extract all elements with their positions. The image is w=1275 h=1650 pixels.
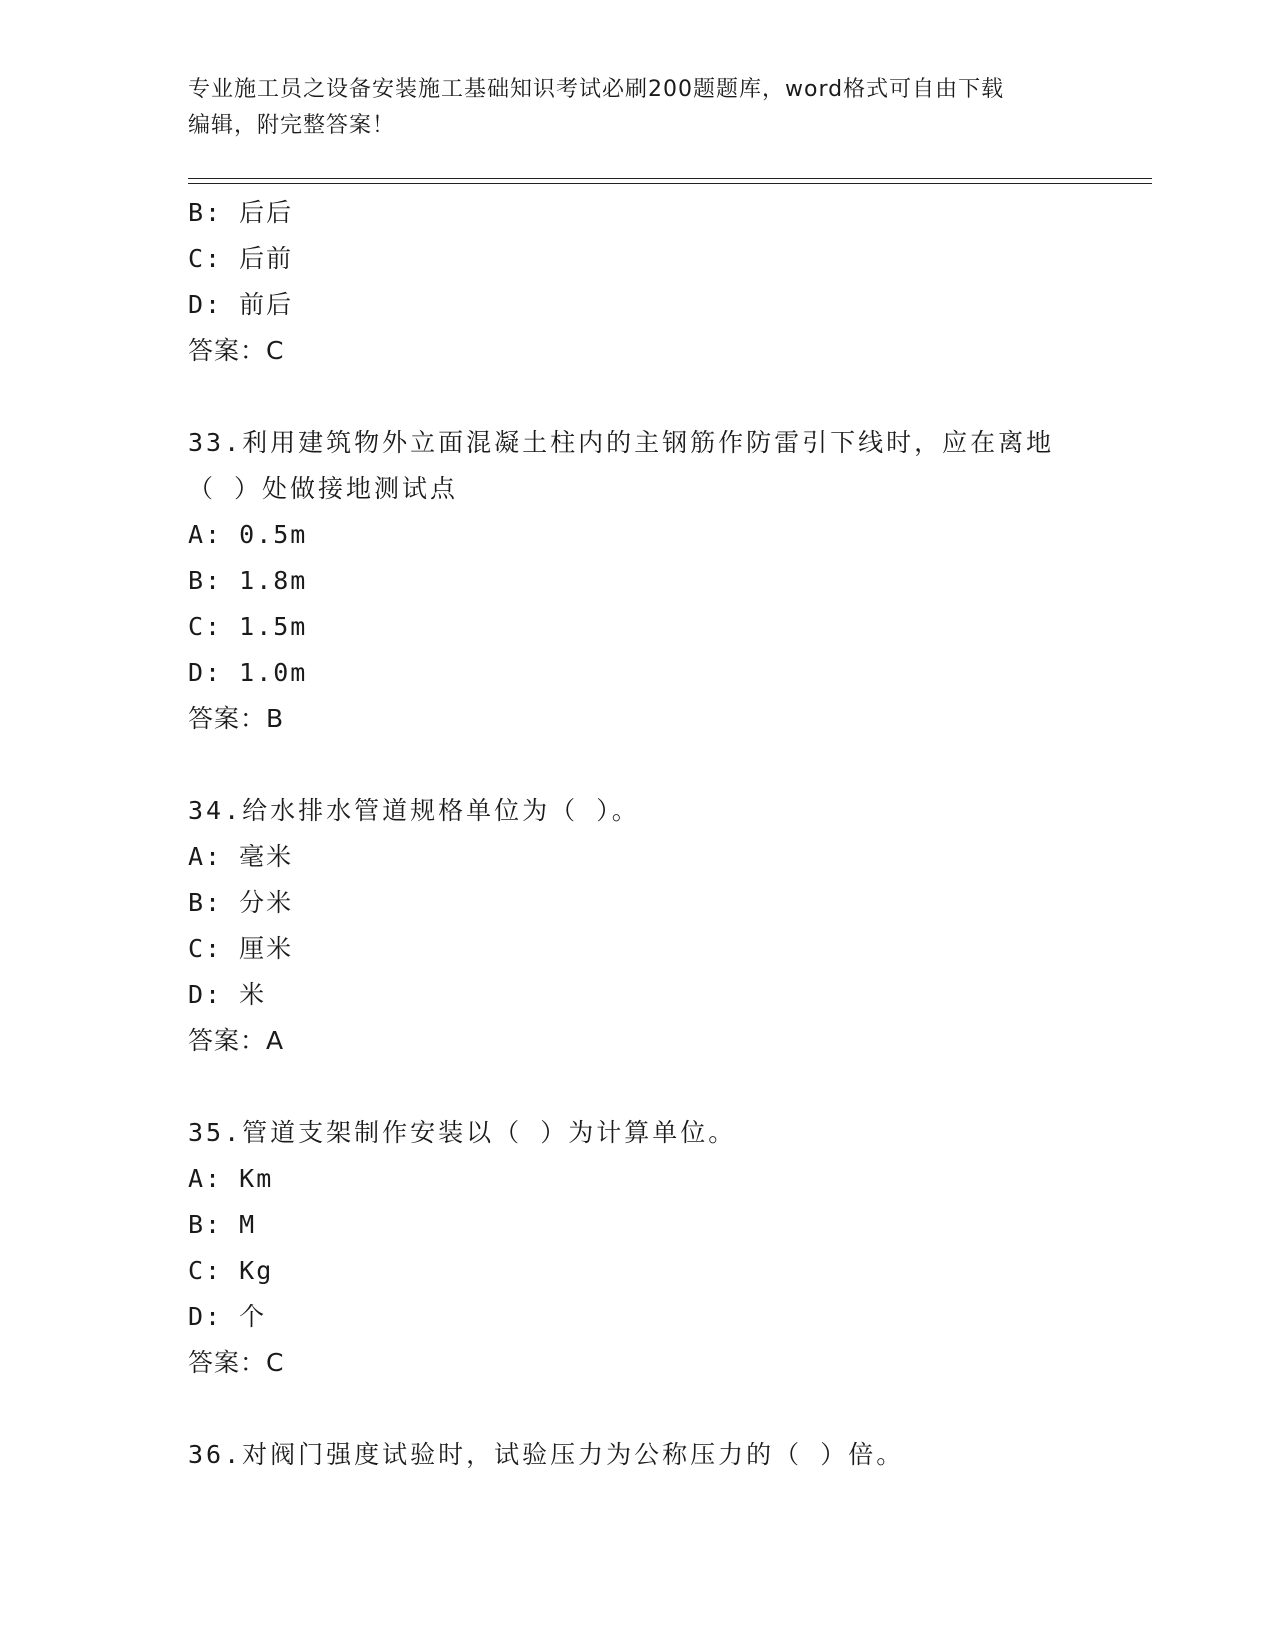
question-32-tail xyxy=(188,190,1088,374)
option-a: A: 毫米 xyxy=(188,842,294,871)
header-divider-bottom xyxy=(188,183,1152,184)
question-35 xyxy=(188,1110,1088,1386)
header-title-line2: 编辑，附完整答案！ xyxy=(188,113,396,138)
option-a: A: 0.5m xyxy=(188,520,308,549)
answer-label: 答案：C xyxy=(188,1348,285,1377)
question-title-continued: （ ）处做接地测试点 xyxy=(188,474,459,503)
question-33 xyxy=(188,420,1088,742)
document-header xyxy=(188,72,1088,144)
option-c: C: 厘米 xyxy=(188,934,294,963)
answer-label: 答案：A xyxy=(188,1026,285,1055)
question-list xyxy=(188,190,1088,1478)
question-title: 34.给水排水管道规格单位为（ ）。 xyxy=(188,796,640,825)
answer-label: 答案：B xyxy=(188,704,285,733)
question-title: 35.管道支架制作安装以（ ）为计算单位。 xyxy=(188,1118,737,1147)
header-divider-top xyxy=(188,178,1152,179)
option-a: A: Km xyxy=(188,1164,274,1193)
option-b: B: M xyxy=(188,1210,257,1239)
option-d: D: 前后 xyxy=(188,290,294,319)
option-d: D: 1.0m xyxy=(188,658,308,687)
option-b: B: 分米 xyxy=(188,888,294,917)
answer-label: 答案：C xyxy=(188,336,285,365)
question-36 xyxy=(188,1432,1088,1478)
option-b: B: 1.8m xyxy=(188,566,308,595)
header-title-line1: 专业施工员之设备安装施工基础知识考试必刷200题题库，word格式可自由下载 xyxy=(188,77,1005,102)
option-b: B: 后后 xyxy=(188,198,294,227)
question-34 xyxy=(188,788,1088,1064)
question-title: 36.对阀门强度试验时，试验压力为公称压力的（ ）倍。 xyxy=(188,1440,905,1469)
option-c: C: 1.5m xyxy=(188,612,308,641)
option-d: D: 米 xyxy=(188,980,267,1009)
question-title: 33.利用建筑物外立面混凝土柱内的主钢筋作防雷引下线时，应在离地 xyxy=(188,428,1055,457)
option-d: D: 个 xyxy=(188,1302,267,1331)
option-c: C: 后前 xyxy=(188,244,294,273)
option-c: C: Kg xyxy=(188,1256,274,1285)
